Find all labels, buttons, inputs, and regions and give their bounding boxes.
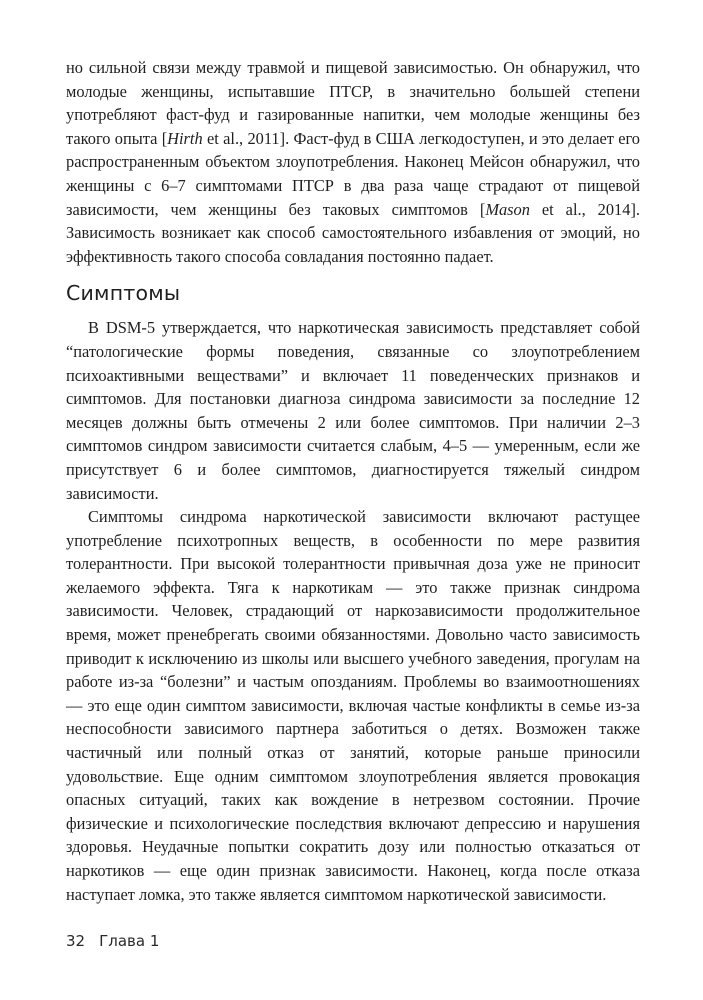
page-number: 32 [66,932,86,950]
intro-text-1: но сильной связи между травмой и пищевой зависимостью. Он обнаружил, что молодые женщины, испытавшие ПТСР, в значительно большей степени употребляют фаст-фуд и газированные напитки, чем молодые женщины без такого опыта [ [66,58,640,148]
paragraph-dsm5: В DSM-5 утверждается, что наркотическая зависимость представляет собой “патологические формы поведения, связанные со злоупотреблением психоактивными веществами” и включает 11 поведенческих признаков и симптомов. Для постановки диагноза синдрома зависимости за последние 12 месяцев должны быть отмечены 2 или более симптомов. При наличии 2–3 симптомов синдром зависимости считается слабым, 4–5 — умеренным, если же присутствует 6 и более симптомов, диагностируется тяжелый синдром зависимости. [66,318,640,503]
page-body [66,56,640,906]
intro-text-2: et al., 2011]. Фаст-фуд в США легкодоступен, и это делает его распространенным объектом злоупотребления. Наконец Мейсон обнаружил, что женщины с 6–7 симптомами ПТСР в два раза чаще страдают от пищевой зависимости, чем женщины без таковых симптомов [ [66,128,640,219]
intro-paragraph [66,56,640,268]
chapter-label: Глава 1 [99,932,160,950]
citation-author-hirth: Hirth [167,128,203,148]
page-footer [66,932,159,950]
intro-text-3: et al., 2014]. Зависимость возникает как способ самостоятельного избавления от эмоций, но эффективность такого способа совладания постоянно падает. [66,199,640,266]
paragraph-symptoms: Симптомы синдрома наркотической зависимости включают растущее употребление психотропных веществ, в особенности по мере развития толерантности. При высокой толерантности привычная доза уже не приносит желаемого эффекта. Тяга к наркотикам — это также признак синдрома зависимости. Человек, страдающий от наркозависимости продолжительное время, может пренебрегать своими обязанностями. Довольно часто зависимость приводит к исключению из школы или высшего учебного заведения, прогулам на работе из-за “болезни” и частым опозданиям. Проблемы во взаимоотношениях — это еще один симптом зависимости, включая частые конфликты в семье из-за неспособности зависимого партнера заботиться о детях. Возможен также частичный или полный отказ от занятий, которые раньше приносили удовольствие. Еще одним симптомом злоупотребления является провокация опасных ситуаций, таких как вождение в нетрезвом состоянии. Прочие физические и психологические последствия включают депрессию и нарушения здоровья. Неудачные попытки сократить дозу или полностью отказаться от наркотиков — еще один признак зависимости. Наконец, когда после отказа наступает ломка, это также является симптомом наркотической зависимости. [66,507,640,904]
citation-author-mason: Mason [485,199,530,219]
section-heading: Симптомы [66,281,181,306]
